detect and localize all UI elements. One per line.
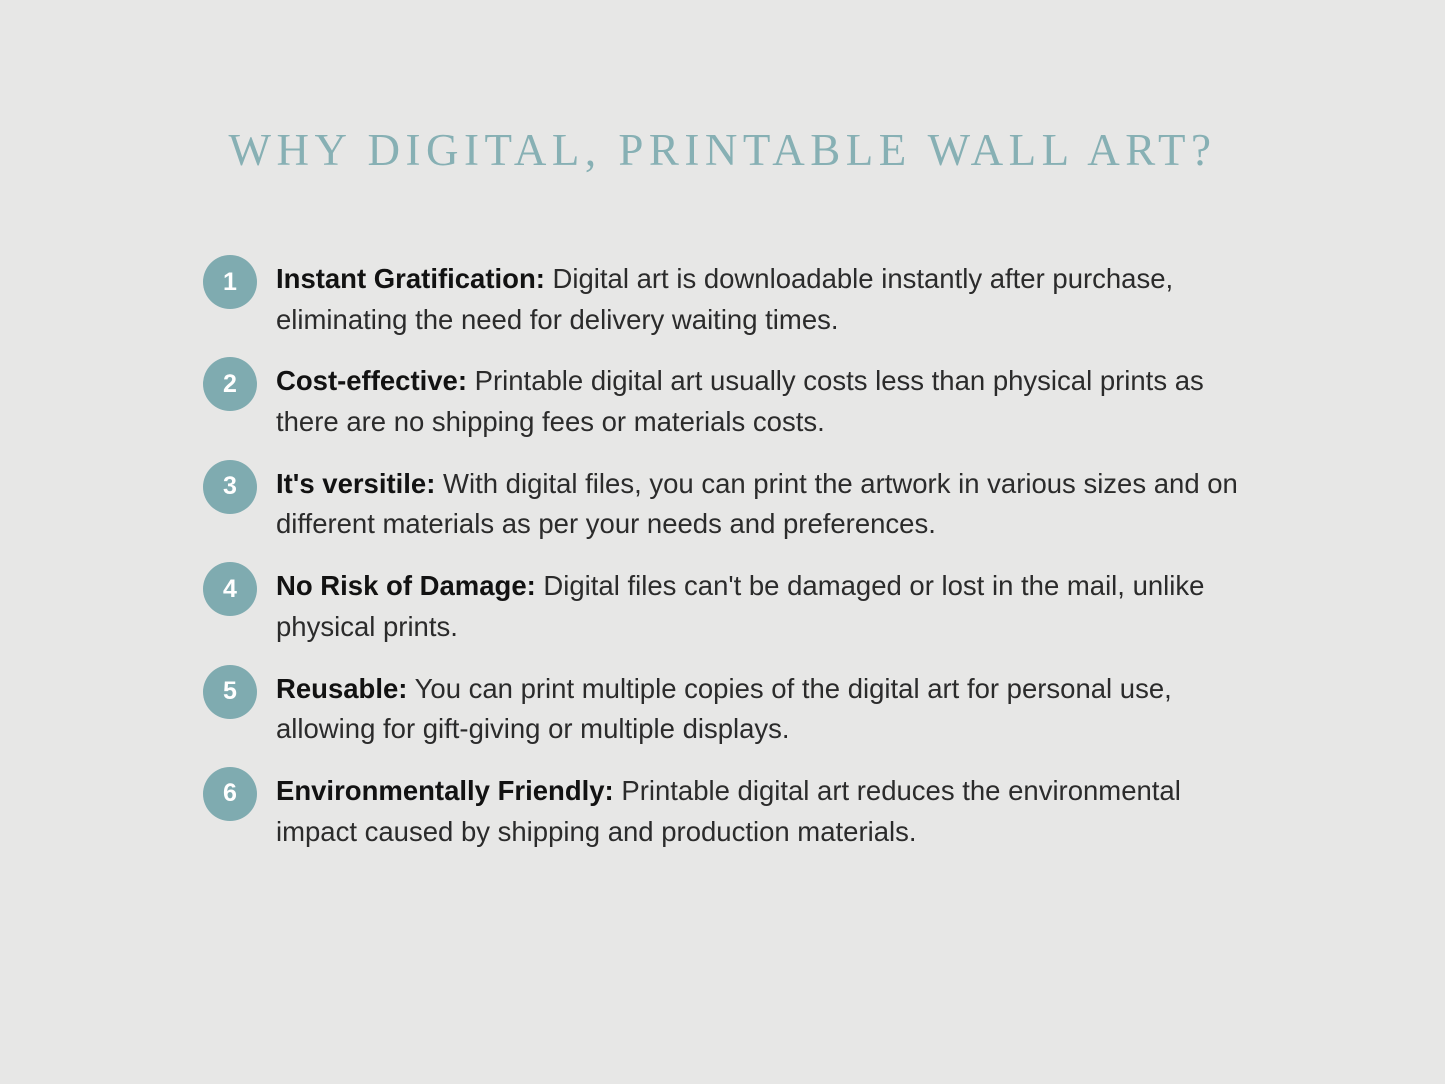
item-lead: Environmentally Friendly: (276, 774, 614, 806)
item-text (276, 559, 1263, 647)
item-lead: No Risk of Damage: (276, 570, 536, 602)
item-number-badge: 6 (203, 767, 257, 821)
item-number-badge: 2 (203, 357, 257, 411)
item-lead: It's versitile: (276, 467, 436, 499)
list-item (203, 764, 1263, 852)
list-item (203, 662, 1263, 750)
list-item (203, 559, 1263, 647)
item-text (276, 252, 1263, 340)
benefits-list (203, 252, 1263, 866)
item-body: Digital files can't be damaged or lost in the mail, unlike physical prints. (276, 570, 1205, 642)
item-body: Digital art is downloadable instantly after purchase, eliminating the need for delivery waiting times. (276, 263, 1174, 335)
item-body: With digital files, you can print the artwork in various sizes and on different materials as per your needs and preferences. (276, 467, 1238, 540)
list-item (203, 457, 1263, 545)
item-number-badge: 4 (203, 562, 257, 616)
item-body: You can print multiple copies of the digital art for personal use, allowing for gift-giving or multiple displays. (276, 672, 1172, 745)
page-title: WHY DIGITAL, PRINTABLE WALL ART? (228, 125, 1217, 175)
item-number-badge: 5 (203, 665, 257, 719)
list-item (203, 252, 1263, 340)
item-body: Printable digital art reduces the environmental impact caused by shipping and production materials. (276, 774, 1181, 847)
item-lead: Instant Gratification: (276, 263, 545, 294)
item-text (276, 764, 1263, 852)
item-lead: Cost-effective: (276, 365, 468, 397)
item-lead: Reusable: (276, 672, 408, 704)
item-text (276, 457, 1263, 545)
item-body: Printable digital art usually costs less than physical prints as there are no shipping fees or materials costs. (276, 365, 1204, 438)
item-text (276, 662, 1263, 750)
item-number-badge: 1 (203, 255, 257, 309)
list-item (203, 354, 1263, 442)
item-number-badge: 3 (203, 460, 257, 514)
item-text (276, 354, 1263, 442)
